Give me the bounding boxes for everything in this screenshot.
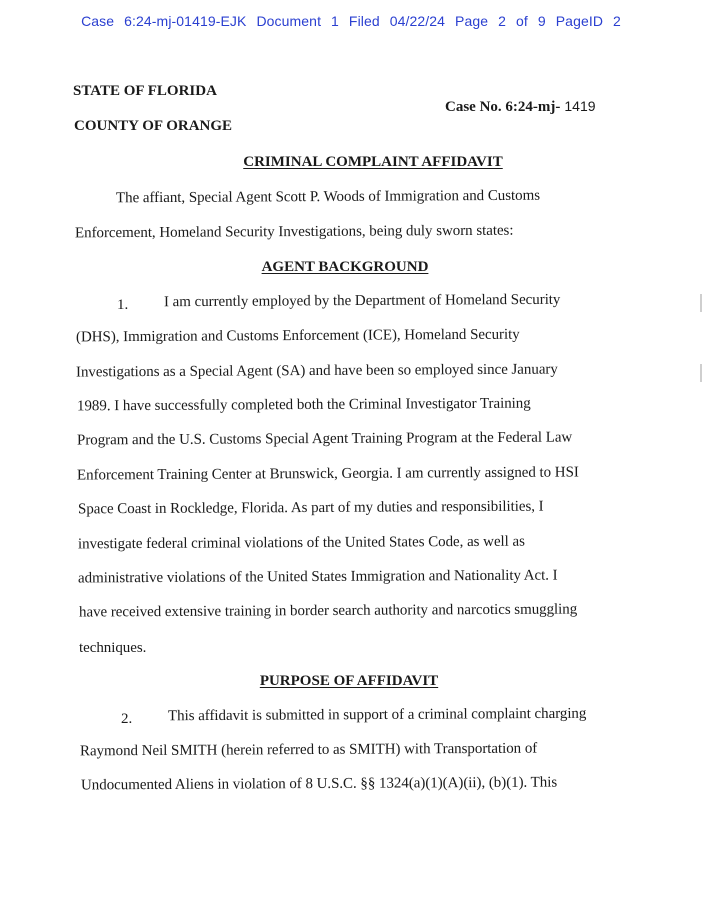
case-number-label: Case No. 6:24-mj- [445,99,561,115]
case-number-value: 1419 [564,98,596,114]
paragraph-2-line-2: Raymond Neil SMITH (herein referred to as SMITH) with Transportation of [79,740,538,760]
paragraph-number-1: 1. [117,297,129,313]
case-number [445,98,596,116]
paragraph-1-line-4: 1989. I have successfully completed both the Criminal Investigator Training [76,395,531,415]
paragraph-1-line-7: Space Coast in Rockledge, Florida. As part of my duties and responsibilities, I [77,498,544,518]
paragraph-1-line-5: Program and the U.S. Customs Special Agent Training Program at the Federal Law [76,429,573,449]
court-filing-stamp: Case 6:24-mj-01419-EJK Document 1 Filed 04/22/24 Page 2 of 9 PageID 2 [81,13,621,29]
intro-line-2: Enforcement, Homeland Security Investigations, being duly sworn states: [74,222,514,242]
county-heading: COUNTY OF ORANGE [74,118,233,134]
section-heading-agent-background: AGENT BACKGROUND [261,259,429,275]
intro-line-1: The affiant, Special Agent Scott P. Woods of Immigration and Customs [115,187,541,207]
paragraph-1-line-11: techniques. [79,640,147,656]
paragraph-1-line-3: Investigations as a Special Agent (SA) and have been so employed since January [75,361,558,381]
state-heading: STATE OF FLORIDA [73,83,217,99]
paragraph-1-line-1: I am currently employed by the Department of Homeland Security [163,291,561,311]
paragraph-1-line-10: have received extensive training in border search authority and narcotics smuggling [78,601,578,621]
paragraph-1-line-8: investigate federal criminal violations of the United States Code, as well as [77,533,525,553]
paragraph-2-line-1: This affidavit is submitted in support of a criminal complaint charging [167,705,587,725]
document-title: CRIMINAL COMPLAINT AFFIDAVIT [243,154,503,170]
paragraph-1-line-2: (DHS), Immigration and Customs Enforcement (ICE), Homeland Security [75,326,520,346]
paragraph-1-line-9: administrative violations of the United States Immigration and Nationality Act. I [77,567,558,587]
paragraph-1-line-6: Enforcement Training Center at Brunswick, Georgia. I am currently assigned to HSI [76,464,579,484]
paragraph-2-line-3: Undocumented Aliens in violation of 8 U.S.C. §§ 1324(a)(1)(A)(ii), (b)(1). This [80,774,558,794]
paragraph-number-2: 2. [121,711,133,727]
section-heading-purpose-of-affidavit: PURPOSE OF AFFIDAVIT [259,673,439,689]
